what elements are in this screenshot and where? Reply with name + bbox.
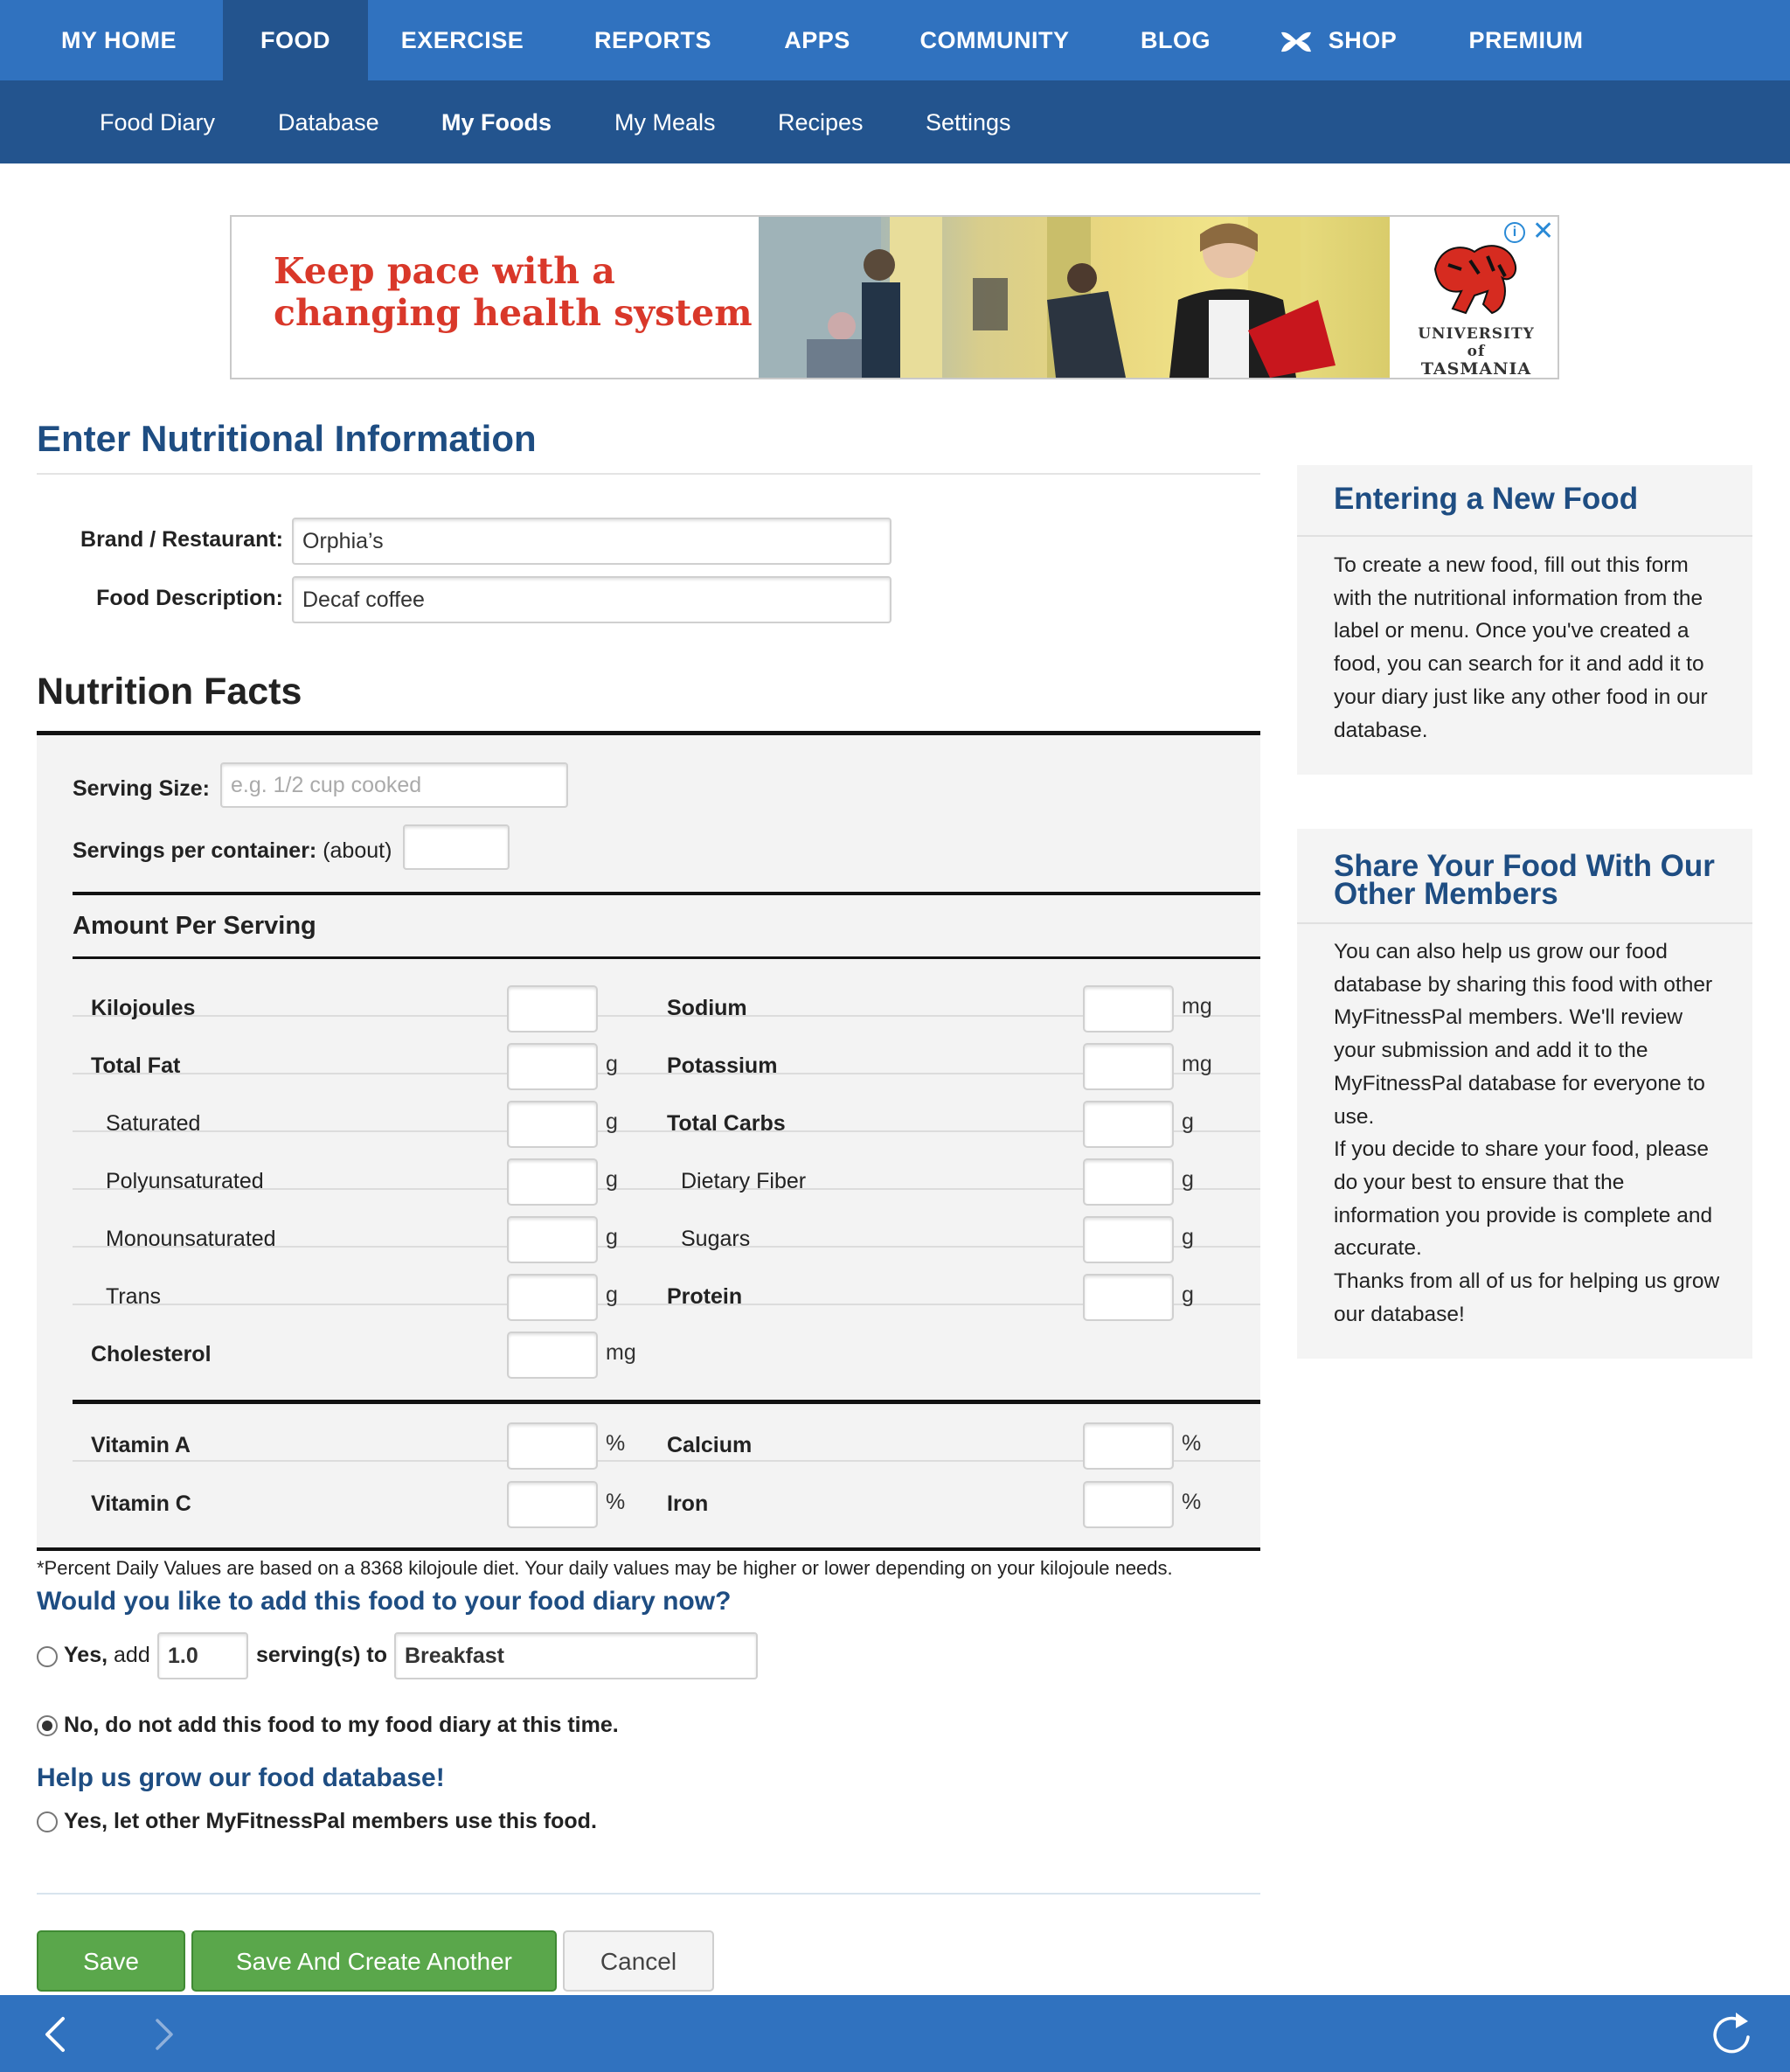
divider xyxy=(37,1893,1260,1895)
polyunsaturated-fat-input[interactable] xyxy=(507,1158,598,1206)
subnav-my-meals[interactable]: My Meals xyxy=(614,109,716,136)
amount-per-serving-heading: Amount Per Serving xyxy=(73,912,316,940)
servings-quantity-input[interactable] xyxy=(157,1632,248,1679)
serving-size-label: Serving Size: xyxy=(73,776,210,801)
university-name xyxy=(1411,325,1542,378)
help-box-share-food xyxy=(1297,829,1752,1359)
sodium-input[interactable] xyxy=(1083,985,1174,1033)
add-text: add xyxy=(114,1643,150,1667)
advertisement-banner[interactable] xyxy=(230,215,1559,379)
add-to-diary-yes-radio[interactable] xyxy=(37,1646,58,1667)
subnav-settings[interactable]: Settings xyxy=(926,109,1011,136)
iron-label: Iron xyxy=(667,1491,709,1516)
potassium-label: Potassium xyxy=(667,1053,778,1078)
save-button[interactable]: Save xyxy=(37,1930,185,1992)
share-box-title xyxy=(1334,849,1715,911)
browser-toolbar xyxy=(0,1995,1790,2072)
share-box-paragraph: If you decide to share your food, please do your best to ensure that the information you provide is complete and accurate. xyxy=(1334,1137,1713,1261)
cholesterol-label: Cholesterol xyxy=(91,1342,212,1366)
vitamin-c-input[interactable] xyxy=(507,1481,598,1528)
description-label: Food Description: xyxy=(96,586,283,610)
brand-label: Brand / Restaurant: xyxy=(80,527,283,552)
trans-fat-label: Trans xyxy=(106,1284,161,1309)
unit: g xyxy=(1182,1225,1194,1249)
forward-arrow-icon[interactable] xyxy=(153,2017,176,2052)
kilojoules-label: Kilojoules xyxy=(91,996,196,1020)
servings-to-label: serving(s) to xyxy=(256,1643,388,1667)
nav-food[interactable]: FOOD xyxy=(223,0,368,81)
tasmanian-tiger-icon xyxy=(1422,234,1527,322)
cholesterol-input[interactable] xyxy=(507,1332,598,1379)
nutrition-facts-panel xyxy=(37,731,1260,1551)
share-box-title-line1: Share Your Food With Our xyxy=(1334,849,1715,883)
share-box-text xyxy=(1334,935,1727,1331)
help-box-title: Entering a New Food xyxy=(1334,482,1639,516)
divider xyxy=(1297,535,1752,537)
nav-community[interactable]: COMMUNITY xyxy=(919,27,1070,53)
unit: g xyxy=(1182,1283,1194,1307)
share-box-title-line2: Other Members xyxy=(1334,877,1558,911)
nav-apps[interactable]: APPS xyxy=(784,27,850,53)
polyunsaturated-fat-label: Polyunsaturated xyxy=(106,1169,264,1193)
dietary-fiber-label: Dietary Fiber xyxy=(681,1169,807,1193)
nutrition-facts-title: Nutrition Facts xyxy=(37,671,302,713)
iron-input[interactable] xyxy=(1083,1481,1174,1528)
servings-label-text: Servings per container: xyxy=(73,838,317,863)
nav-my-home[interactable]: MY HOME xyxy=(60,27,177,53)
brand-restaurant-input[interactable] xyxy=(292,518,892,565)
sugars-label: Sugars xyxy=(681,1227,751,1251)
monounsaturated-fat-input[interactable] xyxy=(507,1216,598,1263)
help-box-text: To create a new food, fill out this form with the nutritional information from the label or menu. Once you've created a food, you can search for it and add it to your diary just like any other food in our database. xyxy=(1334,553,1708,742)
save-and-create-another-button[interactable]: Save And Create Another xyxy=(191,1930,557,1992)
share-box-paragraph: You can also help us grow our food database by sharing this food with other MyFitnessPal members. We'll review your submission and add it to the MyFitnessPal database for everyone to use. xyxy=(1334,940,1713,1129)
servings-per-container-input[interactable] xyxy=(403,824,510,870)
university-name-line2: TASMANIA xyxy=(1420,359,1532,379)
vitamin-a-input[interactable] xyxy=(507,1422,598,1470)
ad-headline xyxy=(274,250,753,334)
serving-size-input[interactable] xyxy=(220,762,568,808)
sodium-label: Sodium xyxy=(667,996,747,1020)
trans-fat-input[interactable] xyxy=(507,1274,598,1321)
unit: % xyxy=(1182,1490,1202,1514)
servings-per-container-label xyxy=(73,838,392,864)
unit: % xyxy=(606,1490,626,1514)
divider xyxy=(1297,922,1752,924)
page-title: Enter Nutritional Information xyxy=(37,418,537,459)
unit: mg xyxy=(1182,994,1212,1019)
nav-blog[interactable]: BLOG xyxy=(1141,27,1211,53)
vitamin-c-label: Vitamin C xyxy=(91,1491,191,1516)
unit: g xyxy=(606,1109,618,1134)
unit: g xyxy=(606,1283,618,1307)
subnav-database[interactable]: Database xyxy=(278,109,379,136)
unit: % xyxy=(1182,1431,1202,1456)
help-box-new-food xyxy=(1297,465,1752,775)
under-armour-icon[interactable] xyxy=(1278,0,1315,81)
add-to-diary-yes-label xyxy=(64,1643,150,1668)
food-subnavigation xyxy=(0,81,1790,163)
protein-label: Protein xyxy=(667,1284,743,1309)
add-to-diary-question: Would you like to add this food to your food diary now? xyxy=(37,1587,732,1616)
total-carbs-input[interactable] xyxy=(1083,1101,1174,1148)
monounsaturated-fat-label: Monounsaturated xyxy=(106,1227,276,1251)
unit: g xyxy=(606,1167,618,1192)
potassium-input[interactable] xyxy=(1083,1043,1174,1090)
subnav-my-foods[interactable]: My Foods xyxy=(441,109,552,136)
share-food-label: Yes, let other MyFitnessPal members use this food. xyxy=(64,1809,597,1833)
food-description-input[interactable] xyxy=(292,576,892,623)
share-box-paragraph: Thanks from all of us for helping us grow our database! xyxy=(1334,1269,1720,1326)
protein-input[interactable] xyxy=(1083,1274,1174,1321)
nav-premium[interactable]: PREMIUM xyxy=(1468,27,1584,53)
unit: % xyxy=(606,1431,626,1456)
divider-thick xyxy=(73,892,1260,895)
saturated-fat-label: Saturated xyxy=(106,1111,201,1136)
total-carbs-label: Total Carbs xyxy=(667,1111,786,1136)
subnav-food-diary[interactable]: Food Diary xyxy=(100,109,216,136)
unit: mg xyxy=(606,1340,636,1365)
unit: g xyxy=(1182,1109,1194,1134)
unit: g xyxy=(1182,1167,1194,1192)
ad-headline-line2: changing health system xyxy=(274,292,753,334)
yes-text: Yes, xyxy=(64,1643,108,1667)
meal-select[interactable]: Breakfast xyxy=(394,1632,758,1679)
nav-reports[interactable]: REPORTS xyxy=(593,27,712,53)
dietary-fiber-input[interactable] xyxy=(1083,1158,1174,1206)
refresh-icon[interactable] xyxy=(1710,2009,1755,2058)
add-to-diary-no-label: No, do not add this food to my food diary at this time. xyxy=(64,1713,619,1737)
total-fat-label: Total Fat xyxy=(91,1053,181,1078)
saturated-fat-input[interactable] xyxy=(507,1101,598,1148)
share-heading: Help us grow our food database! xyxy=(37,1763,445,1792)
add-to-diary-no-radio[interactable] xyxy=(37,1715,58,1736)
nav-shop[interactable]: SHOP xyxy=(1328,27,1398,53)
unit: g xyxy=(606,1052,618,1076)
daily-values-footnote: *Percent Daily Values are based on a 8368 kilojoule diet. Your daily values may be higher or lower depending on your kilojoule needs. xyxy=(37,1557,1173,1579)
ad-headline-line1: Keep pace with a xyxy=(274,250,615,292)
ad-hospital-photo xyxy=(759,217,1390,378)
share-food-radio[interactable] xyxy=(37,1811,58,1832)
vitamin-a-label: Vitamin A xyxy=(91,1433,191,1457)
servings-about-text: (about) xyxy=(323,838,392,863)
close-icon[interactable]: ✕ xyxy=(1532,217,1555,246)
kilojoules-input[interactable] xyxy=(507,985,598,1033)
info-icon[interactable]: i xyxy=(1504,222,1525,243)
total-fat-input[interactable] xyxy=(507,1043,598,1090)
unit: g xyxy=(606,1225,618,1249)
unit: mg xyxy=(1182,1052,1212,1076)
back-arrow-icon[interactable] xyxy=(42,2015,68,2054)
divider xyxy=(37,473,1260,475)
calcium-input[interactable] xyxy=(1083,1422,1174,1470)
nav-exercise[interactable]: EXERCISE xyxy=(400,27,524,53)
subnav-recipes[interactable]: Recipes xyxy=(778,109,864,136)
cancel-button[interactable]: Cancel xyxy=(563,1930,714,1992)
university-name-line1: UNIVERSITY of xyxy=(1418,325,1535,360)
calcium-label: Calcium xyxy=(667,1433,753,1457)
top-navigation xyxy=(0,0,1790,81)
sugars-input[interactable] xyxy=(1083,1216,1174,1263)
